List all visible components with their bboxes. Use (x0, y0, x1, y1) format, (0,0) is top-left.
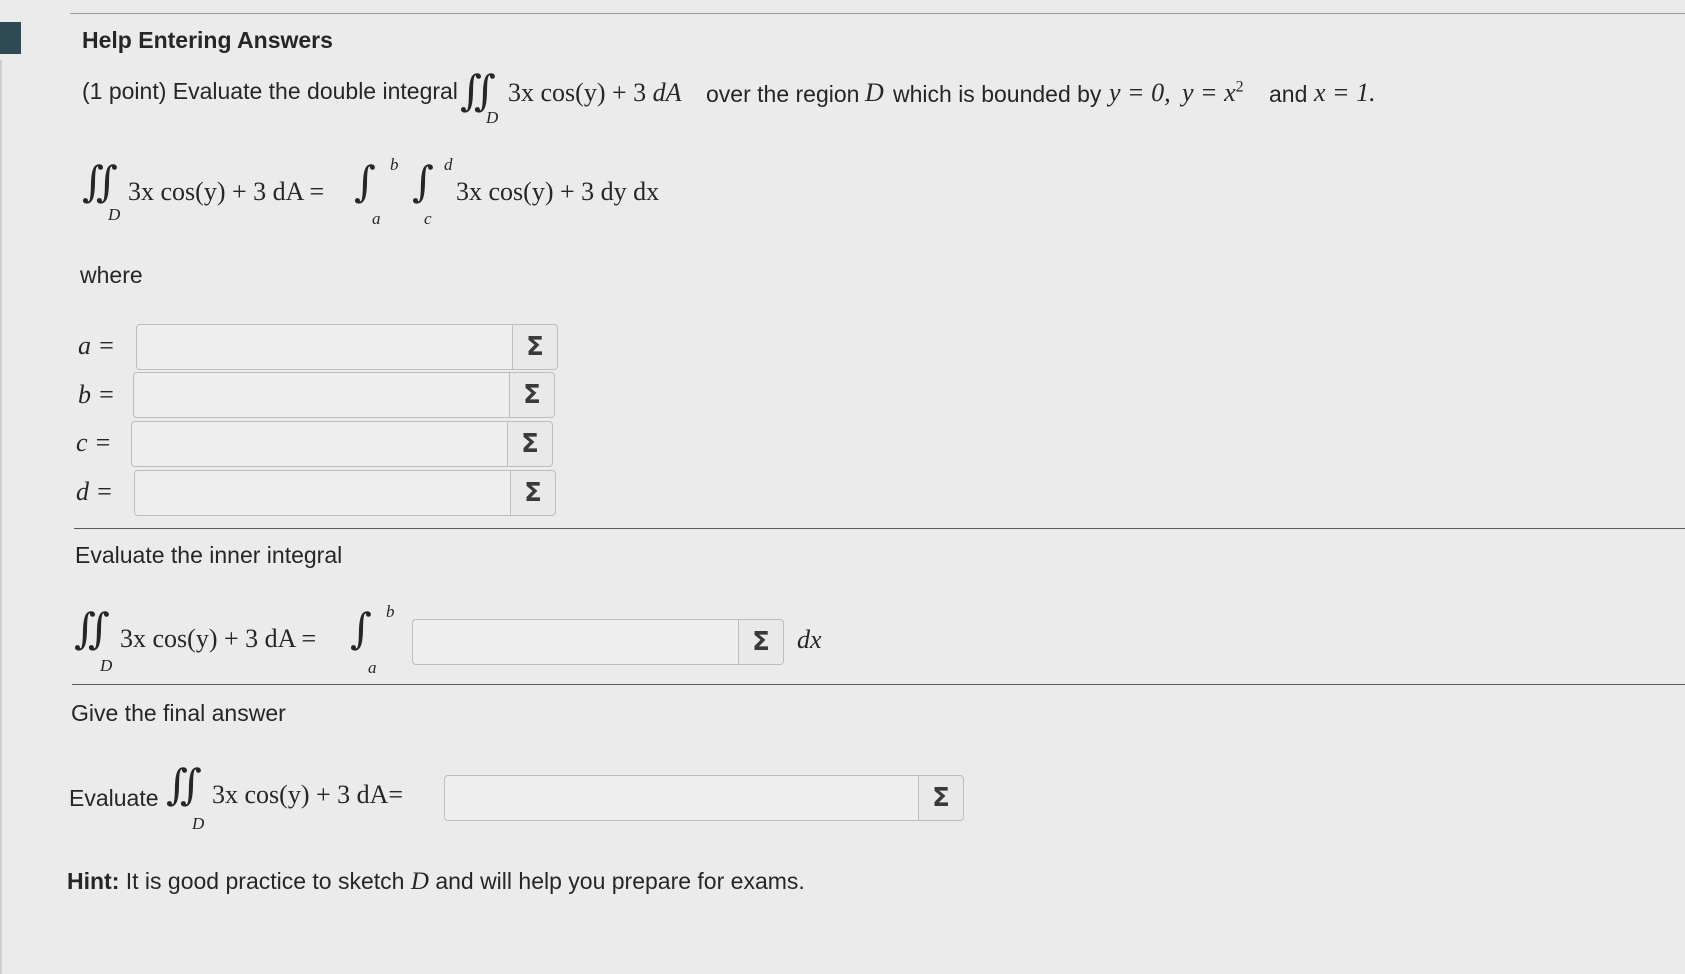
setup-rhs: 3x cos(y) + 3 dy dx (456, 177, 660, 206)
answer-c (131, 421, 553, 467)
double-integral-icon: ∬ (82, 157, 104, 206)
top-divider (70, 13, 1685, 14)
region-var: D (865, 78, 884, 107)
input-final[interactable] (444, 775, 918, 821)
where-label: where (80, 262, 143, 288)
sigma-icon[interactable]: Σ (918, 775, 964, 821)
input-b[interactable] (133, 372, 509, 418)
hint-text-2: and will help you prepare for exams. (435, 868, 805, 894)
hint-var: D (410, 868, 429, 895)
double-integral-icon: ∬ (74, 604, 96, 653)
integrand: 3x cos(y) + 3 dA (508, 78, 682, 107)
limit-d: d (444, 155, 453, 174)
section-divider (74, 528, 1685, 529)
setup-equation (82, 155, 802, 235)
limit-b: b (386, 602, 395, 621)
final-expr: 3x cos(y) + 3 dA= (212, 780, 404, 809)
sigma-icon[interactable]: Σ (510, 470, 556, 516)
input-a[interactable] (136, 324, 512, 370)
bound-1: y = 0, (1109, 78, 1171, 107)
final-equation (166, 758, 446, 838)
hint-label: Hint: (67, 868, 120, 894)
double-integral-icon: ∬ (166, 760, 188, 809)
final-title: Give the final answer (71, 700, 286, 726)
section-divider (72, 684, 1685, 685)
left-edge (0, 60, 2, 974)
hint (67, 868, 805, 896)
bound-3: x = 1. (1314, 78, 1376, 107)
integral-icon: ∫ (412, 157, 420, 206)
bound-2-exp: 2 (1235, 78, 1244, 96)
and-text: and (1269, 81, 1308, 107)
integral-icon: ∫ (354, 157, 362, 206)
answer-d (134, 470, 556, 516)
answer-final (444, 775, 964, 821)
label-a: a = (78, 331, 116, 360)
help-entering-answers-link[interactable]: Help Entering Answers (82, 27, 333, 53)
label-c: c = (76, 428, 112, 457)
limit-a: a (372, 209, 381, 228)
region-text-2: which is bounded by (893, 81, 1102, 107)
input-inner[interactable] (412, 619, 738, 665)
limit-a: a (368, 658, 377, 677)
region-text-1: over the region (706, 81, 860, 107)
sigma-icon[interactable]: Σ (738, 619, 784, 665)
inner-lhs: 3x cos(y) + 3 dA = (120, 624, 317, 653)
limit-c: c (424, 209, 432, 228)
answer-b (133, 372, 555, 418)
integral-icon: ∫ (350, 604, 358, 653)
inner-title: Evaluate the inner integral (75, 542, 343, 568)
sigma-icon[interactable]: Σ (507, 421, 553, 467)
inner-suffix: dx (797, 625, 822, 654)
problem-text: (1 point) Evaluate the double integral (82, 78, 458, 104)
region-subscript: D (192, 814, 205, 833)
label-d: d = (76, 477, 114, 506)
region-subscript: D (486, 108, 499, 127)
left-accent-bar (0, 22, 21, 54)
bound-2: y = x (1182, 78, 1236, 107)
label-b: b = (78, 380, 116, 409)
answer-a (136, 324, 558, 370)
sigma-icon[interactable]: Σ (509, 372, 555, 418)
region-subscript: D (100, 656, 113, 675)
limit-b: b (390, 155, 399, 174)
problem-statement (82, 66, 1642, 130)
hint-text-1: It is good practice to sketch (125, 868, 405, 894)
setup-lhs: 3x cos(y) + 3 dA = (128, 177, 325, 206)
double-integral-icon: ∬ (460, 66, 482, 115)
input-c[interactable] (131, 421, 507, 467)
region-subscript: D (108, 205, 121, 224)
evaluate-label: Evaluate (69, 785, 159, 811)
answer-inner (412, 619, 784, 665)
input-d[interactable] (134, 470, 510, 516)
sigma-icon[interactable]: Σ (512, 324, 558, 370)
